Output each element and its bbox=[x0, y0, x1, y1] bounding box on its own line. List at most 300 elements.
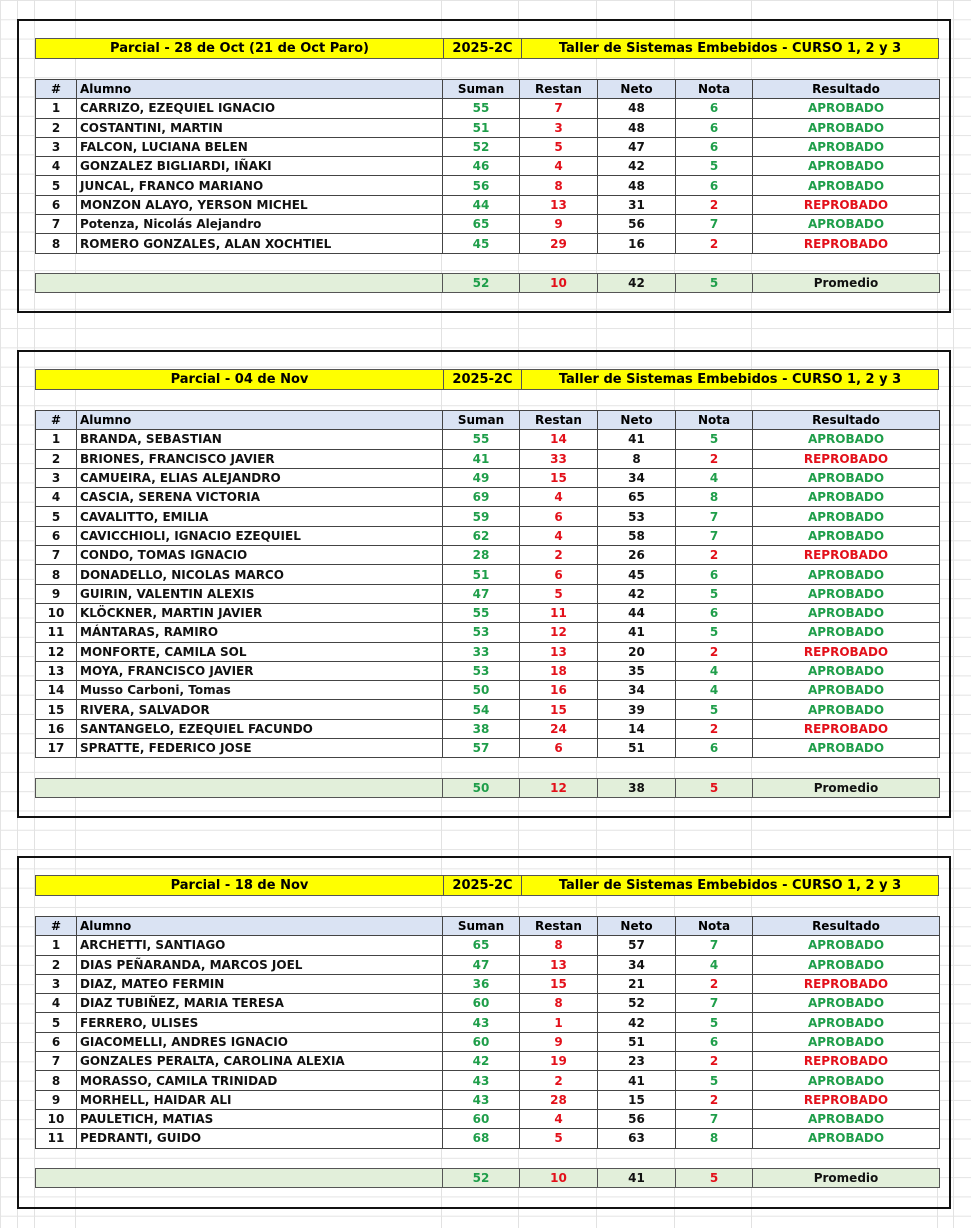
restan-value[interactable]: 5 bbox=[520, 137, 598, 156]
neto-value[interactable]: 48 bbox=[598, 99, 676, 118]
average-neto[interactable]: 41 bbox=[598, 1168, 676, 1187]
suman-value[interactable]: 43 bbox=[443, 1090, 520, 1109]
restan-value[interactable]: 4 bbox=[520, 1109, 598, 1128]
course-label[interactable]: Taller de Sistemas Embebidos - CURSO 1, 2 y 3 bbox=[558, 41, 902, 56]
restan-value[interactable]: 14 bbox=[520, 430, 598, 449]
student-name[interactable]: SANTANGELO, EZEQUIEL FACUNDO bbox=[77, 719, 443, 738]
suman-value[interactable]: 65 bbox=[443, 936, 520, 955]
resultado-value[interactable]: APROBADO bbox=[753, 157, 940, 176]
resultado-value[interactable]: APROBADO bbox=[753, 468, 940, 487]
student-name[interactable]: MONFORTE, CAMILA SOL bbox=[77, 642, 443, 661]
col-header-alumno[interactable]: Alumno bbox=[77, 917, 443, 936]
suman-value[interactable]: 53 bbox=[443, 661, 520, 680]
nota-value[interactable]: 4 bbox=[676, 681, 753, 700]
suman-value[interactable]: 43 bbox=[443, 1013, 520, 1032]
resultado-value[interactable]: APROBADO bbox=[753, 526, 940, 545]
suman-value[interactable]: 56 bbox=[443, 176, 520, 195]
student-name[interactable]: MONZON ALAYO, YERSON MICHEL bbox=[77, 195, 443, 214]
student-name[interactable]: GUIRIN, VALENTIN ALEXIS bbox=[77, 584, 443, 603]
col-header-number[interactable]: # bbox=[36, 917, 77, 936]
nota-value[interactable]: 2 bbox=[676, 642, 753, 661]
nota-value[interactable]: 7 bbox=[676, 526, 753, 545]
suman-value[interactable]: 53 bbox=[443, 623, 520, 642]
nota-value[interactable]: 4 bbox=[676, 468, 753, 487]
average-label-blank[interactable] bbox=[36, 1168, 443, 1187]
restan-value[interactable]: 16 bbox=[520, 681, 598, 700]
nota-value[interactable]: 2 bbox=[676, 546, 753, 565]
suman-value[interactable]: 47 bbox=[443, 955, 520, 974]
suman-value[interactable]: 60 bbox=[443, 994, 520, 1013]
neto-value[interactable]: 65 bbox=[598, 488, 676, 507]
nota-value[interactable]: 6 bbox=[676, 176, 753, 195]
nota-value[interactable]: 5 bbox=[676, 700, 753, 719]
nota-value[interactable]: 6 bbox=[676, 565, 753, 584]
row-number[interactable]: 1 bbox=[36, 936, 77, 955]
nota-value[interactable]: 5 bbox=[676, 584, 753, 603]
resultado-value[interactable]: APROBADO bbox=[753, 661, 940, 680]
resultado-value[interactable]: APROBADO bbox=[753, 584, 940, 603]
suman-value[interactable]: 49 bbox=[443, 468, 520, 487]
resultado-value[interactable]: APROBADO bbox=[753, 137, 940, 156]
student-name[interactable]: BRANDA, SEBASTIAN bbox=[77, 430, 443, 449]
col-header-alumno[interactable]: Alumno bbox=[77, 411, 443, 430]
nota-value[interactable]: 2 bbox=[676, 974, 753, 993]
col-header-resultado[interactable]: Resultado bbox=[753, 917, 940, 936]
restan-value[interactable]: 24 bbox=[520, 719, 598, 738]
row-number[interactable]: 10 bbox=[36, 1109, 77, 1128]
nota-value[interactable]: 7 bbox=[676, 1109, 753, 1128]
restan-value[interactable]: 15 bbox=[520, 700, 598, 719]
neto-value[interactable]: 8 bbox=[598, 449, 676, 468]
col-header-restan[interactable]: Restan bbox=[520, 80, 598, 99]
student-name[interactable]: JUNCAL, FRANCO MARIANO bbox=[77, 176, 443, 195]
resultado-value[interactable]: APROBADO bbox=[753, 936, 940, 955]
resultado-value[interactable]: APROBADO bbox=[753, 1071, 940, 1090]
col-header-suman[interactable]: Suman bbox=[443, 411, 520, 430]
col-header-nota[interactable]: Nota bbox=[676, 411, 753, 430]
row-number[interactable]: 2 bbox=[36, 449, 77, 468]
nota-value[interactable]: 7 bbox=[676, 994, 753, 1013]
course-label[interactable]: Taller de Sistemas Embebidos - CURSO 1, 2 y 3 bbox=[558, 372, 902, 387]
nota-value[interactable]: 2 bbox=[676, 234, 753, 253]
resultado-value[interactable]: APROBADO bbox=[753, 430, 940, 449]
student-name[interactable]: ARCHETTI, SANTIAGO bbox=[77, 936, 443, 955]
restan-value[interactable]: 6 bbox=[520, 739, 598, 758]
average-label[interactable]: Promedio bbox=[753, 778, 940, 797]
average-suman[interactable]: 50 bbox=[443, 778, 520, 797]
col-header-neto[interactable]: Neto bbox=[598, 411, 676, 430]
row-number[interactable]: 6 bbox=[36, 195, 77, 214]
restan-value[interactable]: 13 bbox=[520, 955, 598, 974]
suman-value[interactable]: 69 bbox=[443, 488, 520, 507]
neto-value[interactable]: 52 bbox=[598, 994, 676, 1013]
restan-value[interactable]: 4 bbox=[520, 526, 598, 545]
col-header-number[interactable]: # bbox=[36, 411, 77, 430]
row-number[interactable]: 4 bbox=[36, 157, 77, 176]
nota-value[interactable]: 5 bbox=[676, 623, 753, 642]
neto-value[interactable]: 63 bbox=[598, 1129, 676, 1148]
resultado-value[interactable]: APROBADO bbox=[753, 215, 940, 234]
student-name[interactable]: Potenza, Nicolás Alejandro bbox=[77, 215, 443, 234]
row-number[interactable]: 7 bbox=[36, 215, 77, 234]
nota-value[interactable]: 2 bbox=[676, 1052, 753, 1071]
resultado-value[interactable]: APROBADO bbox=[753, 681, 940, 700]
average-neto[interactable]: 38 bbox=[598, 778, 676, 797]
suman-value[interactable]: 44 bbox=[443, 195, 520, 214]
neto-value[interactable]: 48 bbox=[598, 176, 676, 195]
col-header-restan[interactable]: Restan bbox=[520, 917, 598, 936]
exam-title[interactable]: Parcial - 04 de Nov bbox=[36, 370, 444, 389]
average-restan[interactable]: 12 bbox=[520, 778, 598, 797]
restan-value[interactable]: 2 bbox=[520, 1071, 598, 1090]
restan-value[interactable]: 2 bbox=[520, 546, 598, 565]
row-number[interactable]: 9 bbox=[36, 584, 77, 603]
row-number[interactable]: 16 bbox=[36, 719, 77, 738]
suman-value[interactable]: 42 bbox=[443, 1052, 520, 1071]
resultado-value[interactable]: APROBADO bbox=[753, 118, 940, 137]
resultado-value[interactable]: REPROBADO bbox=[753, 719, 940, 738]
restan-value[interactable]: 6 bbox=[520, 565, 598, 584]
restan-value[interactable]: 6 bbox=[520, 507, 598, 526]
restan-value[interactable]: 13 bbox=[520, 642, 598, 661]
resultado-value[interactable]: APROBADO bbox=[753, 623, 940, 642]
resultado-value[interactable]: APROBADO bbox=[753, 176, 940, 195]
resultado-value[interactable]: REPROBADO bbox=[753, 1090, 940, 1109]
suman-value[interactable]: 62 bbox=[443, 526, 520, 545]
col-header-suman[interactable]: Suman bbox=[443, 917, 520, 936]
course-label[interactable]: Taller de Sistemas Embebidos - CURSO 1, 2 y 3 bbox=[558, 878, 902, 893]
suman-value[interactable]: 36 bbox=[443, 974, 520, 993]
suman-value[interactable]: 65 bbox=[443, 215, 520, 234]
col-header-restan[interactable]: Restan bbox=[520, 411, 598, 430]
nota-value[interactable]: 8 bbox=[676, 488, 753, 507]
student-name[interactable]: GONZALEZ BIGLIARDI, IÑAKI bbox=[77, 157, 443, 176]
restan-value[interactable]: 7 bbox=[520, 99, 598, 118]
neto-value[interactable]: 20 bbox=[598, 642, 676, 661]
student-name[interactable]: KLÖCKNER, MARTIN JAVIER bbox=[77, 603, 443, 622]
col-header-neto[interactable]: Neto bbox=[598, 80, 676, 99]
suman-value[interactable]: 41 bbox=[443, 449, 520, 468]
student-name[interactable]: GONZALES PERALTA, CAROLINA ALEXIA bbox=[77, 1052, 443, 1071]
row-number[interactable]: 12 bbox=[36, 642, 77, 661]
neto-value[interactable]: 51 bbox=[598, 739, 676, 758]
row-number[interactable]: 11 bbox=[36, 1129, 77, 1148]
row-number[interactable]: 1 bbox=[36, 99, 77, 118]
row-number[interactable]: 5 bbox=[36, 1013, 77, 1032]
student-name[interactable]: CARRIZO, EZEQUIEL IGNACIO bbox=[77, 99, 443, 118]
student-name[interactable]: CONDO, TOMAS IGNACIO bbox=[77, 546, 443, 565]
resultado-value[interactable]: APROBADO bbox=[753, 99, 940, 118]
suman-value[interactable]: 50 bbox=[443, 681, 520, 700]
term-label[interactable]: 2025-2C bbox=[444, 39, 522, 58]
resultado-value[interactable]: APROBADO bbox=[753, 488, 940, 507]
neto-value[interactable]: 34 bbox=[598, 681, 676, 700]
neto-value[interactable]: 39 bbox=[598, 700, 676, 719]
neto-value[interactable]: 53 bbox=[598, 507, 676, 526]
restan-value[interactable]: 8 bbox=[520, 176, 598, 195]
average-label-blank[interactable] bbox=[36, 778, 443, 797]
average-nota[interactable]: 5 bbox=[676, 778, 753, 797]
neto-value[interactable]: 34 bbox=[598, 955, 676, 974]
neto-value[interactable]: 45 bbox=[598, 565, 676, 584]
suman-value[interactable]: 51 bbox=[443, 565, 520, 584]
student-name[interactable]: GIACOMELLI, ANDRES IGNACIO bbox=[77, 1032, 443, 1051]
average-suman[interactable]: 52 bbox=[443, 1168, 520, 1187]
neto-value[interactable]: 58 bbox=[598, 526, 676, 545]
nota-value[interactable]: 6 bbox=[676, 603, 753, 622]
suman-value[interactable]: 33 bbox=[443, 642, 520, 661]
col-header-suman[interactable]: Suman bbox=[443, 80, 520, 99]
neto-value[interactable]: 44 bbox=[598, 603, 676, 622]
restan-value[interactable]: 13 bbox=[520, 195, 598, 214]
student-name[interactable]: DONADELLO, NICOLAS MARCO bbox=[77, 565, 443, 584]
neto-value[interactable]: 41 bbox=[598, 1071, 676, 1090]
student-name[interactable]: DIAZ, MATEO FERMIN bbox=[77, 974, 443, 993]
student-name[interactable]: PAULETICH, MATIAS bbox=[77, 1109, 443, 1128]
row-number[interactable]: 4 bbox=[36, 488, 77, 507]
average-suman[interactable]: 52 bbox=[443, 274, 520, 293]
resultado-value[interactable]: APROBADO bbox=[753, 994, 940, 1013]
neto-value[interactable]: 26 bbox=[598, 546, 676, 565]
student-name[interactable]: BRIONES, FRANCISCO JAVIER bbox=[77, 449, 443, 468]
resultado-value[interactable]: APROBADO bbox=[753, 700, 940, 719]
nota-value[interactable]: 2 bbox=[676, 1090, 753, 1109]
nota-value[interactable]: 7 bbox=[676, 507, 753, 526]
neto-value[interactable]: 23 bbox=[598, 1052, 676, 1071]
student-name[interactable]: CAVALITTO, EMILIA bbox=[77, 507, 443, 526]
resultado-value[interactable]: APROBADO bbox=[753, 603, 940, 622]
suman-value[interactable]: 60 bbox=[443, 1032, 520, 1051]
nota-value[interactable]: 5 bbox=[676, 1071, 753, 1090]
row-number[interactable]: 7 bbox=[36, 546, 77, 565]
nota-value[interactable]: 6 bbox=[676, 1032, 753, 1051]
student-name[interactable]: SPRATTE, FEDERICO JOSE bbox=[77, 739, 443, 758]
row-number[interactable]: 3 bbox=[36, 468, 77, 487]
suman-value[interactable]: 28 bbox=[443, 546, 520, 565]
nota-value[interactable]: 7 bbox=[676, 215, 753, 234]
row-number[interactable]: 2 bbox=[36, 118, 77, 137]
average-neto[interactable]: 42 bbox=[598, 274, 676, 293]
nota-value[interactable]: 5 bbox=[676, 430, 753, 449]
row-number[interactable]: 10 bbox=[36, 603, 77, 622]
resultado-value[interactable]: APROBADO bbox=[753, 1032, 940, 1051]
col-header-resultado[interactable]: Resultado bbox=[753, 80, 940, 99]
restan-value[interactable]: 18 bbox=[520, 661, 598, 680]
exam-title[interactable]: Parcial - 28 de Oct (21 de Oct Paro) bbox=[36, 39, 444, 58]
restan-value[interactable]: 12 bbox=[520, 623, 598, 642]
suman-value[interactable]: 59 bbox=[443, 507, 520, 526]
restan-value[interactable]: 8 bbox=[520, 936, 598, 955]
restan-value[interactable]: 4 bbox=[520, 157, 598, 176]
exam-title[interactable]: Parcial - 18 de Nov bbox=[36, 876, 444, 895]
term-label[interactable]: 2025-2C bbox=[444, 876, 522, 895]
resultado-value[interactable]: APROBADO bbox=[753, 565, 940, 584]
nota-value[interactable]: 5 bbox=[676, 157, 753, 176]
neto-value[interactable]: 16 bbox=[598, 234, 676, 253]
resultado-value[interactable]: REPROBADO bbox=[753, 642, 940, 661]
neto-value[interactable]: 42 bbox=[598, 1013, 676, 1032]
nota-value[interactable]: 8 bbox=[676, 1129, 753, 1148]
row-number[interactable]: 8 bbox=[36, 1071, 77, 1090]
suman-value[interactable]: 60 bbox=[443, 1109, 520, 1128]
student-name[interactable]: CASCIA, SERENA VICTORIA bbox=[77, 488, 443, 507]
resultado-value[interactable]: APROBADO bbox=[753, 507, 940, 526]
nota-value[interactable]: 6 bbox=[676, 99, 753, 118]
neto-value[interactable]: 35 bbox=[598, 661, 676, 680]
nota-value[interactable]: 6 bbox=[676, 739, 753, 758]
row-number[interactable]: 6 bbox=[36, 526, 77, 545]
student-name[interactable]: COSTANTINI, MARTIN bbox=[77, 118, 443, 137]
nota-value[interactable]: 2 bbox=[676, 195, 753, 214]
resultado-value[interactable]: REPROBADO bbox=[753, 974, 940, 993]
student-name[interactable]: FERRERO, ULISES bbox=[77, 1013, 443, 1032]
neto-value[interactable]: 47 bbox=[598, 137, 676, 156]
suman-value[interactable]: 54 bbox=[443, 700, 520, 719]
suman-value[interactable]: 55 bbox=[443, 603, 520, 622]
neto-value[interactable]: 14 bbox=[598, 719, 676, 738]
suman-value[interactable]: 43 bbox=[443, 1071, 520, 1090]
neto-value[interactable]: 42 bbox=[598, 157, 676, 176]
average-label[interactable]: Promedio bbox=[753, 274, 940, 293]
row-number[interactable]: 6 bbox=[36, 1032, 77, 1051]
restan-value[interactable]: 1 bbox=[520, 1013, 598, 1032]
resultado-value[interactable]: REPROBADO bbox=[753, 1052, 940, 1071]
restan-value[interactable]: 11 bbox=[520, 603, 598, 622]
suman-value[interactable]: 47 bbox=[443, 584, 520, 603]
suman-value[interactable]: 38 bbox=[443, 719, 520, 738]
restan-value[interactable]: 8 bbox=[520, 994, 598, 1013]
neto-value[interactable]: 51 bbox=[598, 1032, 676, 1051]
neto-value[interactable]: 41 bbox=[598, 430, 676, 449]
average-restan[interactable]: 10 bbox=[520, 274, 598, 293]
student-name[interactable]: MORASSO, CAMILA TRINIDAD bbox=[77, 1071, 443, 1090]
restan-value[interactable]: 29 bbox=[520, 234, 598, 253]
student-name[interactable]: MÁNTARAS, RAMIRO bbox=[77, 623, 443, 642]
nota-value[interactable]: 6 bbox=[676, 137, 753, 156]
average-restan[interactable]: 10 bbox=[520, 1168, 598, 1187]
neto-value[interactable]: 21 bbox=[598, 974, 676, 993]
neto-value[interactable]: 48 bbox=[598, 118, 676, 137]
neto-value[interactable]: 42 bbox=[598, 584, 676, 603]
suman-value[interactable]: 52 bbox=[443, 137, 520, 156]
col-header-resultado[interactable]: Resultado bbox=[753, 411, 940, 430]
restan-value[interactable]: 5 bbox=[520, 584, 598, 603]
suman-value[interactable]: 45 bbox=[443, 234, 520, 253]
student-name[interactable]: PEDRANTI, GUIDO bbox=[77, 1129, 443, 1148]
nota-value[interactable]: 5 bbox=[676, 1013, 753, 1032]
row-number[interactable]: 1 bbox=[36, 430, 77, 449]
average-nota[interactable]: 5 bbox=[676, 274, 753, 293]
student-name[interactable]: DIAS PEÑARANDA, MARCOS JOEL bbox=[77, 955, 443, 974]
nota-value[interactable]: 2 bbox=[676, 449, 753, 468]
neto-value[interactable]: 57 bbox=[598, 936, 676, 955]
neto-value[interactable]: 56 bbox=[598, 1109, 676, 1128]
student-name[interactable]: MOYA, FRANCISCO JAVIER bbox=[77, 661, 443, 680]
row-number[interactable]: 9 bbox=[36, 1090, 77, 1109]
row-number[interactable]: 3 bbox=[36, 974, 77, 993]
resultado-value[interactable]: REPROBADO bbox=[753, 546, 940, 565]
resultado-value[interactable]: REPROBADO bbox=[753, 449, 940, 468]
restan-value[interactable]: 9 bbox=[520, 1032, 598, 1051]
row-number[interactable]: 5 bbox=[36, 176, 77, 195]
nota-value[interactable]: 4 bbox=[676, 955, 753, 974]
neto-value[interactable]: 41 bbox=[598, 623, 676, 642]
col-header-number[interactable]: # bbox=[36, 80, 77, 99]
resultado-value[interactable]: APROBADO bbox=[753, 1129, 940, 1148]
student-name[interactable]: CAMUEIRA, ELIAS ALEJANDRO bbox=[77, 468, 443, 487]
nota-value[interactable]: 7 bbox=[676, 936, 753, 955]
restan-value[interactable]: 5 bbox=[520, 1129, 598, 1148]
col-header-alumno[interactable]: Alumno bbox=[77, 80, 443, 99]
restan-value[interactable]: 28 bbox=[520, 1090, 598, 1109]
row-number[interactable]: 13 bbox=[36, 661, 77, 680]
student-name[interactable]: Musso Carboni, Tomas bbox=[77, 681, 443, 700]
average-label[interactable]: Promedio bbox=[753, 1168, 940, 1187]
restan-value[interactable]: 19 bbox=[520, 1052, 598, 1071]
restan-value[interactable]: 4 bbox=[520, 488, 598, 507]
col-header-neto[interactable]: Neto bbox=[598, 917, 676, 936]
term-label[interactable]: 2025-2C bbox=[444, 370, 522, 389]
suman-value[interactable]: 55 bbox=[443, 99, 520, 118]
neto-value[interactable]: 56 bbox=[598, 215, 676, 234]
nota-value[interactable]: 4 bbox=[676, 661, 753, 680]
restan-value[interactable]: 15 bbox=[520, 974, 598, 993]
resultado-value[interactable]: APROBADO bbox=[753, 1013, 940, 1032]
neto-value[interactable]: 34 bbox=[598, 468, 676, 487]
student-name[interactable]: DIAZ TUBIÑEZ, MARIA TERESA bbox=[77, 994, 443, 1013]
average-label-blank[interactable] bbox=[36, 274, 443, 293]
suman-value[interactable]: 55 bbox=[443, 430, 520, 449]
suman-value[interactable]: 68 bbox=[443, 1129, 520, 1148]
row-number[interactable]: 15 bbox=[36, 700, 77, 719]
student-name[interactable]: CAVICCHIOLI, IGNACIO EZEQUIEL bbox=[77, 526, 443, 545]
nota-value[interactable]: 2 bbox=[676, 719, 753, 738]
student-name[interactable]: FALCON, LUCIANA BELEN bbox=[77, 137, 443, 156]
col-header-nota[interactable]: Nota bbox=[676, 917, 753, 936]
resultado-value[interactable]: APROBADO bbox=[753, 955, 940, 974]
neto-value[interactable]: 31 bbox=[598, 195, 676, 214]
row-number[interactable]: 4 bbox=[36, 994, 77, 1013]
restan-value[interactable]: 33 bbox=[520, 449, 598, 468]
restan-value[interactable]: 9 bbox=[520, 215, 598, 234]
student-name[interactable]: ROMERO GONZALES, ALAN XOCHTIEL bbox=[77, 234, 443, 253]
suman-value[interactable]: 46 bbox=[443, 157, 520, 176]
row-number[interactable]: 8 bbox=[36, 565, 77, 584]
row-number[interactable]: 14 bbox=[36, 681, 77, 700]
suman-value[interactable]: 51 bbox=[443, 118, 520, 137]
average-nota[interactable]: 5 bbox=[676, 1168, 753, 1187]
restan-value[interactable]: 15 bbox=[520, 468, 598, 487]
row-number[interactable]: 2 bbox=[36, 955, 77, 974]
row-number[interactable]: 11 bbox=[36, 623, 77, 642]
row-number[interactable]: 8 bbox=[36, 234, 77, 253]
nota-value[interactable]: 6 bbox=[676, 118, 753, 137]
resultado-value[interactable]: APROBADO bbox=[753, 1109, 940, 1128]
resultado-value[interactable]: APROBADO bbox=[753, 739, 940, 758]
restan-value[interactable]: 3 bbox=[520, 118, 598, 137]
col-header-nota[interactable]: Nota bbox=[676, 80, 753, 99]
row-number[interactable]: 5 bbox=[36, 507, 77, 526]
student-name[interactable]: RIVERA, SALVADOR bbox=[77, 700, 443, 719]
resultado-value[interactable]: REPROBADO bbox=[753, 234, 940, 253]
row-number[interactable]: 7 bbox=[36, 1052, 77, 1071]
resultado-value[interactable]: REPROBADO bbox=[753, 195, 940, 214]
neto-value[interactable]: 15 bbox=[598, 1090, 676, 1109]
row-number[interactable]: 3 bbox=[36, 137, 77, 156]
suman-value[interactable]: 57 bbox=[443, 739, 520, 758]
student-name[interactable]: MORHELL, HAIDAR ALI bbox=[77, 1090, 443, 1109]
row-number[interactable]: 17 bbox=[36, 739, 77, 758]
